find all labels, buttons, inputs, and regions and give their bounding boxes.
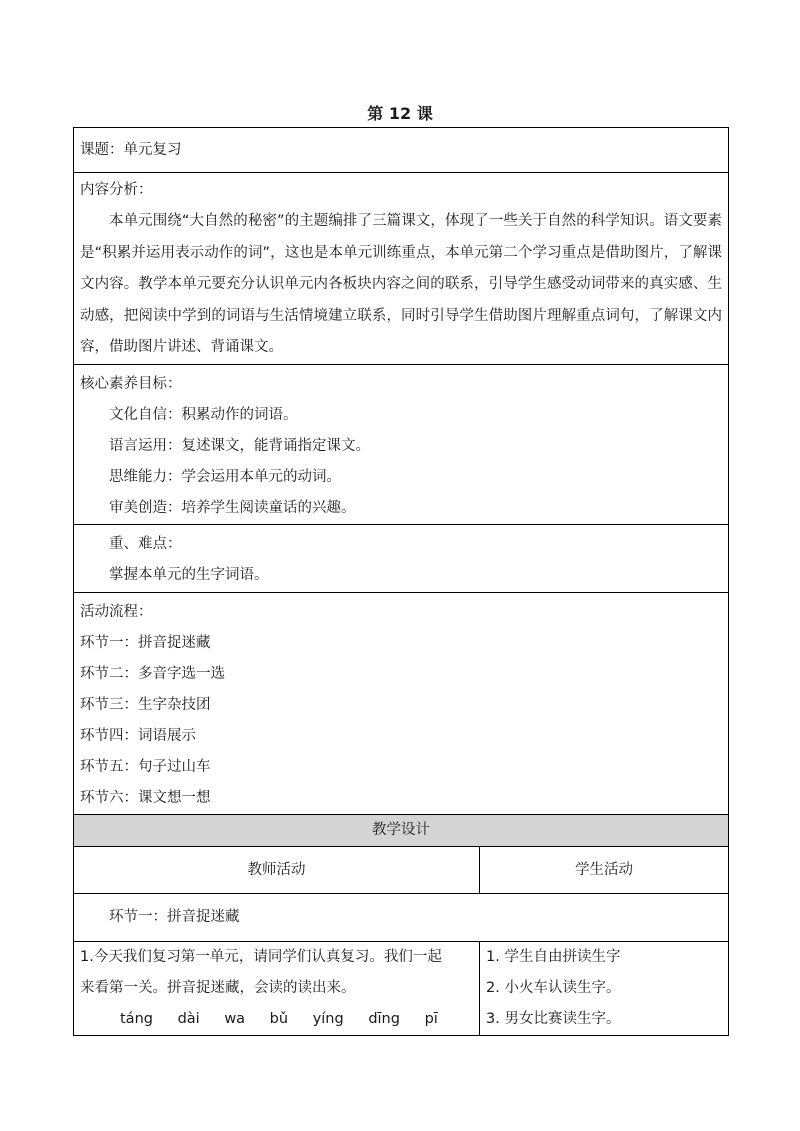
pinyin-item: dài: [177, 1011, 200, 1027]
pinyin-row: [80, 1004, 473, 1035]
design-heading: 教学设计: [372, 822, 430, 838]
topic-text: 课题：单元复习: [80, 142, 182, 158]
teacher-column-header: 教师活动: [247, 862, 306, 878]
goal-item: 语言运用：复述课文，能背诵指定课文。: [109, 438, 370, 454]
page-title: 第 12 课: [367, 104, 433, 123]
process-step: 环节五：句子过山车: [80, 759, 211, 775]
process-step: 环节三：生字杂技团: [80, 697, 211, 713]
pinyin-item: wa: [224, 1011, 246, 1027]
student-column-header: 学生活动: [575, 862, 633, 878]
goal-item: 审美创造：培养学生阅读童话的兴趣。: [109, 500, 356, 516]
topic-row: [74, 128, 729, 173]
student-activity-line: 3. 男女比赛读生字。: [486, 1011, 621, 1027]
goals-heading: 核心素养目标：: [80, 376, 182, 392]
process-step: 环节六：课文想一想: [80, 790, 211, 806]
pinyin-item: táng: [120, 1011, 153, 1027]
keypoints-heading: 重、难点：: [109, 536, 182, 552]
analysis-row: [74, 173, 729, 365]
keypoints-row: [74, 525, 729, 593]
pinyin-item: bǔ: [269, 1011, 289, 1027]
student-activity-line: 1. 学生自由拼读生字: [486, 949, 621, 965]
process-step: 环节二：多音字选一选: [80, 666, 225, 682]
teacher-activity-line: 1.今天我们复习第一单元，请同学们认真复习。我们一起: [80, 949, 442, 965]
pinyin-item: dīng: [368, 1011, 400, 1027]
lesson-plan-table: [73, 127, 729, 1036]
section-title: 环节一：拼音捉迷藏: [109, 909, 240, 925]
column-header-row: [74, 847, 729, 894]
process-step: 环节四：词语展示: [80, 728, 196, 744]
design-header-row: [74, 815, 729, 847]
process-heading: 活动流程：: [80, 604, 153, 620]
section-row: [74, 894, 729, 942]
analysis-paragraph: 本单元围绕“大自然的秘密”的主题编排了三篇课文，体现了一些关于自然的科学知识。语文要素是“积累并运用表示动作的词”，这也是本单元训练重点，本单元第二个学习重点是借助图片，了解课文内容。教学本单元要充分认识单元内各板块内容之间的联系，引导学生感受动词带来的真实感、生动感，把阅读中学到的词语与生活情境建立联系，同时引导学生借助图片理解重点词句，了解课文内容，借助图片讲述、背诵课文。: [80, 213, 722, 355]
pinyin-item: pī: [424, 1011, 438, 1027]
process-step: 环节一：拼音捉迷藏: [80, 635, 211, 651]
teacher-activity-line: 来看第一关。拼音捉迷藏，会读的读出来。: [80, 980, 356, 996]
student-activity-line: 2. 小火车认读生字。: [486, 980, 621, 996]
activity-row: [74, 942, 729, 1036]
keypoints-text: 掌握本单元的生字词语。: [109, 567, 269, 583]
process-row: [74, 593, 729, 815]
pinyin-item: yíng: [312, 1011, 344, 1027]
analysis-heading: 内容分析：: [80, 182, 153, 198]
goals-row: [74, 365, 729, 525]
goal-item: 文化自信：积累动作的词语。: [109, 407, 298, 423]
goal-item: 思维能力：学会运用本单元的动词。: [109, 469, 341, 485]
